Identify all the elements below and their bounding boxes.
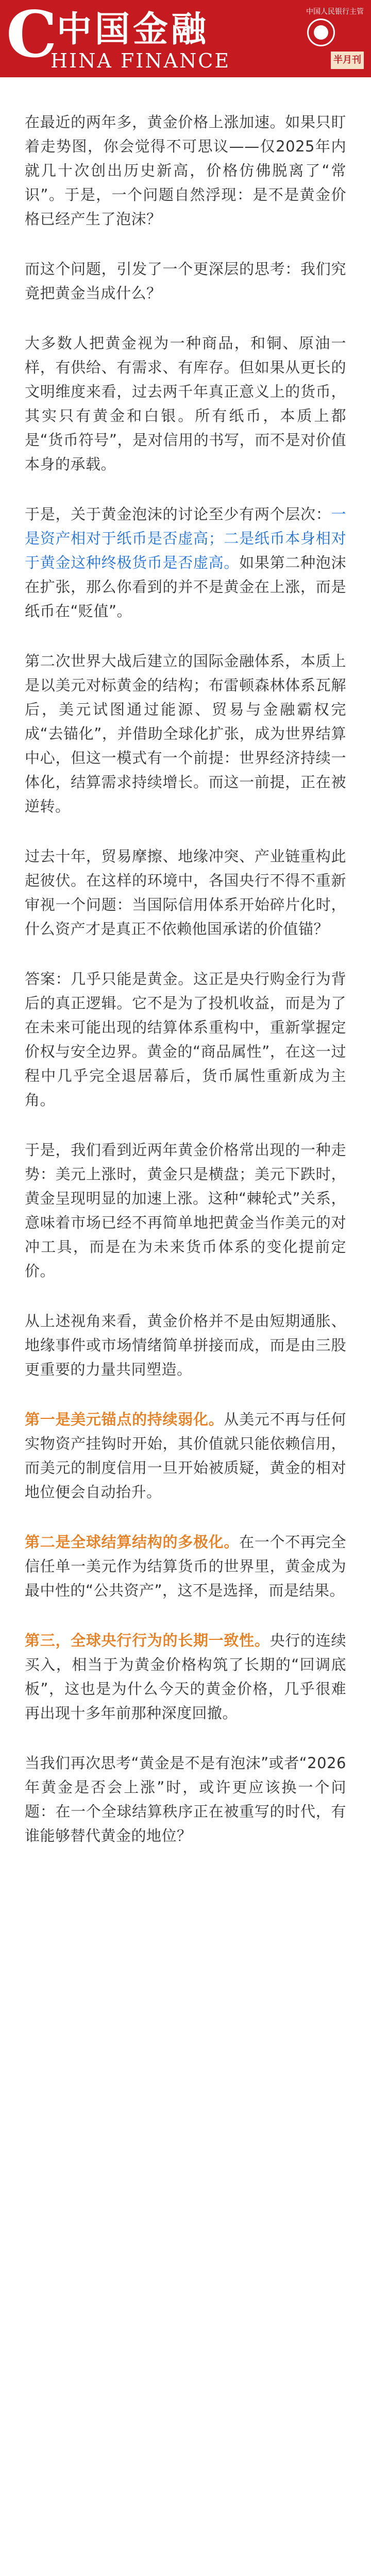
- paragraph-6: 过去十年，贸易摩擦、地缘冲突、产业链重构此起彼伏。在这样的环境中，各国央行不得不重新审视一个问题：当国际信用体系开始碎片化时，什么资产才是真正不依赖他国承诺的价值锚？: [25, 848, 346, 938]
- paragraph-1: 在最近的两年多，黄金价格上涨加速。如果只盯着走势图，你会觉得不可思议——仅2025年内就几十次创出历史新高，价格仿佛脱离了“常识”。于是，一个问题自然浮现：是不是黄金价格已经产生了泡沫？: [25, 113, 346, 228]
- logo-chinese-title: 中国金融: [57, 9, 210, 50]
- paragraph-13: 当我们再次思考“黄金是不是有泡沫”或者“2026年黄金是否会上涨”时，或许更应该换一个问题：在一个全球结算秩序正在被重写的时代，有谁能够替代黄金的地位？: [25, 1754, 346, 1844]
- logo-letter: C: [6, 0, 57, 72]
- paragraph-3: 大多数人把黄金视为一种商品，和铜、原油一样，有供给、有需求、有库存。但如果从更长的文明维度来看，过去两千年真正意义上的货币，其实只有黄金和白银。所有纸币，本质上都是“货币符号”，是对信用的书写，而不是对价值本身的承载。: [25, 334, 346, 473]
- point-one-heading: 第一是美元锚点的持续弱化。: [25, 1411, 224, 1428]
- publisher-line: 中国人民银行主管: [306, 8, 364, 16]
- paragraph-4-intro: 于是，关于黄金泡沫的讨论至少有两个层次：: [25, 505, 331, 523]
- paragraph-4-rest: 如果第二种泡沫在扩张，那么你看到的并不是黄金在上涨，而是纸币在“贬值”。: [25, 554, 346, 620]
- paragraph-10: [25, 1408, 346, 1504]
- logo-english-title: HINA FINANCE: [50, 49, 231, 72]
- paragraph-7: 答案：几乎只能是黄金。这正是央行购金行为背后的真正逻辑。它不是为了投机收益，而是为了在未来可能出现的结算体系重构中，重新掌握定价权与安全边界。黄金的“商品属性”，在这一过程中几乎完全退居幕后，货币属性重新成为主角。: [25, 970, 346, 1109]
- paragraph-12: [25, 1629, 346, 1725]
- point-three-heading: 第三，全球央行行为的长期一致性。: [25, 1632, 270, 1649]
- paragraph-11: [25, 1530, 346, 1603]
- article-body: [0, 77, 371, 1848]
- point-three-text: 央行的连续买入，相当于为黄金价格构筑了长期的“回调底板”，这也是为什么今天的黄金价格，几乎很难再出现十多年前那种深度回撤。: [25, 1632, 346, 1722]
- paragraph-4: [25, 502, 346, 623]
- point-two-text: 在一个不再完全信任单一美元作为结算货币的世界里，黄金成为最中性的“公共资产”，这不是选择，而是结果。: [25, 1533, 346, 1599]
- point-two-heading: 第二是全球结算结构的多极化。: [25, 1533, 240, 1551]
- china-finance-logo: [5, 0, 247, 72]
- paragraph-8: 于是，我们看到近两年黄金价格常出现的一种走势：美元上涨时，黄金只是横盘；美元下跌时，黄金呈现明显的加速上涨。这种“棘轮式”关系，意味着市场已经不再简单地把黄金当作美元的对冲工具，而是在为未来货币体系的变化提前定价。: [25, 1141, 346, 1280]
- paragraph-2: 而这个问题，引发了一个更深层的思考：我们究竟把黄金当成什么？: [25, 260, 346, 302]
- emblem-icon: [307, 19, 335, 46]
- masthead: [0, 0, 371, 77]
- frequency-badge: 半月刊: [331, 52, 364, 69]
- highlight-layer-two: 二是纸币本身相对于黄金这种终极货币是否虚高。: [25, 530, 346, 571]
- paragraph-5: 第二次世界大战后建立的国际金融体系，本质上是以美元对标黄金的结构；布雷顿森林体系瓦解后，美元试图通过能源、贸易与金融霸权完成“去锚化”，并借助全球化扩张，成为世界结算中心，但这一模式有一个前提：世界经济持续一体化，结算需求持续增长。而这一前提，正在被逆转。: [25, 652, 346, 815]
- highlight-layer-one: 一是资产相对于纸币是否虚高；: [25, 505, 346, 547]
- point-one-text: 从美元不再与任何实物资产挂钩时开始，其价值就只能依赖信用，而美元的制度信用一旦开始被质疑，黄金的相对地位便会自动抬升。: [25, 1411, 346, 1501]
- paragraph-9: 从上述视角来看，黄金价格并不是由短期通胀、地缘事件或市场情绪简单拼接而成，而是由三股更重要的力量共同塑造。: [25, 1312, 346, 1378]
